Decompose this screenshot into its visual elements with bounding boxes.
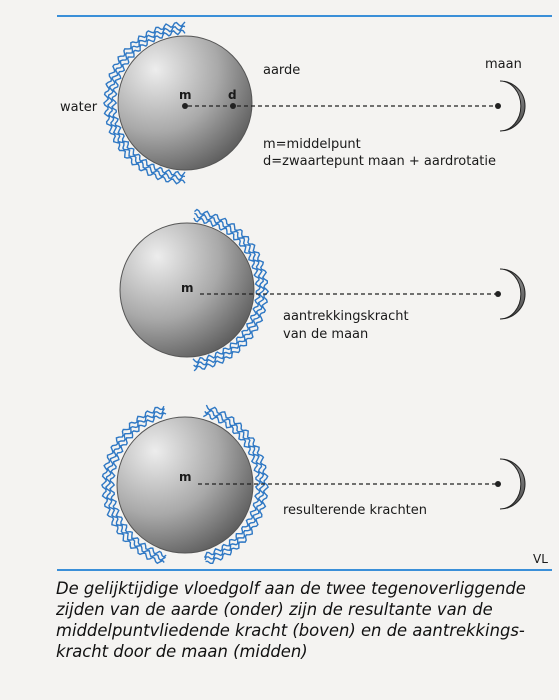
diagram-centrifugal <box>60 22 525 184</box>
label-d: d <box>228 88 237 102</box>
moon-point-3 <box>495 481 501 487</box>
label-m-3: m <box>179 470 192 484</box>
label-attraction-1: aantrekkingskracht <box>283 309 409 324</box>
label-maan: maan <box>485 57 522 72</box>
corner-label: VL <box>533 552 548 566</box>
figure-caption: De gelijktijdige vloedgolf aan de twee tegenoverliggende zijden van de aarde (onder) zijn de resultante van de middelpuntvliedende kracht (boven) en de aantrekkings-kracht door de maan (midden) <box>56 579 526 661</box>
moon-point-1 <box>495 103 501 109</box>
label-aarde: aarde <box>263 63 301 78</box>
earth-3 <box>117 417 253 553</box>
center-point-m <box>182 103 188 109</box>
label-resulting: resulterende krachten <box>283 503 428 518</box>
label-m-2: m <box>181 281 194 295</box>
legend-line-1: m=middelpunt <box>263 137 361 152</box>
moon-point-2 <box>495 291 501 297</box>
legend-line-2: d=zwaartepunt maan + aardrotatie <box>263 154 497 169</box>
diagram-moon-attraction <box>120 210 525 371</box>
label-attraction-2: van de maan <box>283 327 369 342</box>
diagram-resulting-forces <box>102 405 525 563</box>
label-m: m <box>179 88 192 102</box>
moon-2 <box>500 269 525 319</box>
label-water: water <box>60 100 98 115</box>
moon-1 <box>500 81 525 131</box>
moon-3 <box>500 459 525 509</box>
